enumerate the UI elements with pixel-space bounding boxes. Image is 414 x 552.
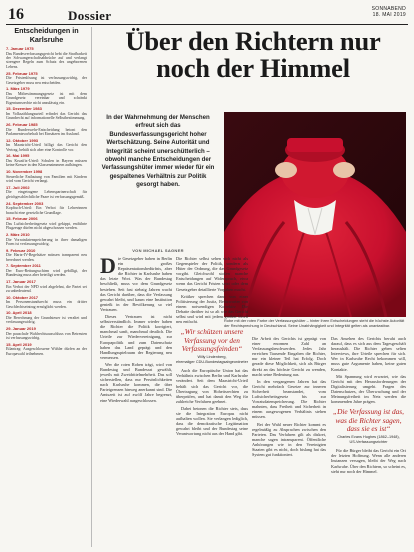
timeline-entry xyxy=(6,217,87,230)
drop-cap: D xyxy=(100,256,116,278)
timeline-entry-date: 10. Oktober 2017 xyxy=(6,294,39,300)
timeline-entry xyxy=(6,249,87,262)
timeline-entry xyxy=(6,311,87,324)
sidebar-timeline xyxy=(6,27,92,547)
timeline-entry-text: Der pauschale Wahlrechtsausschluss von Betreuten ist verfassungswidrig. xyxy=(6,331,87,341)
article-paragraph: Bei der Wahl neuer Richter kommt es regelmäßig zu Absprachen zwischen den Parteien. Das Verfahren gilt als diskret, manche sagen intransparent. Öffentliche Anhörungen wie in den Vereinigten Staaten gibt es nicht, doch bislang hat das System gut funktioniert. xyxy=(252,421,326,458)
article-paragraph: Kritiker sprechen dann von einer Politisierung der Justiz, Befürworter von einem notwendigen Korrektiv. Die Debatte darüber ist so alt wie das Gericht selbst und wird mit jedem großen Urteil neu entfacht. xyxy=(176,293,248,325)
timeline-entry-date: 12. Oktober 1993 xyxy=(6,137,39,143)
timeline-entry-text: Kopftuch-Urteil: Ein Verbot für Lehrerinnen braucht eine gesetzliche Grundlage. xyxy=(6,206,87,215)
timeline-entry-text: Im Volkszählungsurteil erfindet das Gericht das Grundrecht auf informationelle Selbstbestimmung. xyxy=(6,111,87,121)
dateline-day: SONNABEND xyxy=(371,6,406,12)
article-paragraph: Die Gesetzgeber haben in Berlin ein großes Repräsentationsbedürfnis, aber die Richter in Karlsruhe haben das letzte Wort. Was der Bundestag beschließt, muss vor dem Grundgesetz bestehen. Seit fast siebzig Jahren wacht das Gericht darüber, dass die Verfassung gewahrt bleibt, und kaum eine Institution genießt in der Bevölkerung so viel Vertrauen. xyxy=(100,256,172,312)
pull-quote-2-role: US-Verfassungsrichter xyxy=(349,439,388,444)
article-paragraph: Das Ansehen des Gerichts beruht auch darauf, dass es sich aus dem Tagesgeschäft heraushält. Die Richter geben selten Interviews, ihre Urteile sprechen für sich. Wer in Karlsruhe Recht bekommen will, muss gute Argumente haben, keine guten Kontakte. xyxy=(331,336,406,372)
timeline-entry-text: Die eingetragene Lebenspartnerschaft für gleichgeschlechtliche Paare ist verfassungsgemäß. xyxy=(6,190,87,199)
timeline-entry-text: Ein Verbot der NPD wird abgelehnt, die Partei sei zu unbedeutend. xyxy=(6,284,87,294)
timeline-entry-date: 2. März 2010 xyxy=(6,231,30,237)
timeline-entry-date: 15. Dezember 1983 xyxy=(6,106,42,112)
timeline-entry-text: Im Personenstandsrecht muss ein dritter Geschlechtseintrag ermöglicht werden. xyxy=(6,300,87,309)
timeline-entry xyxy=(6,123,87,136)
timeline-entry xyxy=(6,233,87,246)
timeline-entry-text: Das Bundesverfassungsgericht hebt die Strafbarkeit der Schwangerschaftsabbrüche auf und verlangt strengere Regeln zum Schutz des ungeborenen Lebens. xyxy=(6,51,87,69)
timeline-entry-text: Die Fristenlösung ist verfassungswidrig, der Gesetzgeber muss neu entscheiden. xyxy=(6,76,87,85)
timeline-entry xyxy=(6,296,87,309)
timeline-entry-date: 1. März 1979 xyxy=(6,86,30,92)
timeline-entry xyxy=(6,47,87,69)
article-column-4 xyxy=(331,336,406,546)
pull-quote-1: „Wir schützen unsere Verfassung vor den Verfassungsfeinden“ xyxy=(180,327,244,354)
article-intro: In der Wahrnehmung der Menschen erfreut sich das Bundesverfassungsgericht hoher Wertschätzung. Seine Autorität und Integrität scheint unerschütterlich – obwohl manche Entscheidungen der Verfassungshüter immer wieder für ein gespaltenes Verhältnis zur Politik gesorgt haben. xyxy=(101,114,215,189)
timeline-entry-text: Die Berechnung der Grundsteuer ist veraltet und verfassungswidrig. xyxy=(6,316,87,325)
timeline-entry xyxy=(6,343,87,356)
pull-quote-2-source xyxy=(331,435,406,444)
timeline-entry-date: 29. Januar 2019 xyxy=(6,326,36,332)
timeline-entry xyxy=(6,139,87,152)
dateline xyxy=(372,6,406,18)
timeline-entry-text: Die Bundeswehr-Entscheidung betont den Parlamentsvorbehalt bei Einsätzen im Ausland. xyxy=(6,127,87,137)
article-paragraph: Dieses Vertrauen ist nicht selbstverständlich. Immer wieder haben die Richter die Politik korrigiert, manchmal sanft, manchmal deutlich. Die Urteile zur Wiedervereinigung, zur Europapolitik und zum Datenschutz haben das Land geprägt und den Handlungsspielraum der Regierung neu vermessen. xyxy=(100,314,172,360)
pull-quote-1-name: Willy Lindenberg, xyxy=(197,355,227,360)
article-paragraph: Die Arbeit des Gerichts ist geprägt von einer enormen Zahl an Verfassungsbeschwerden. Jedes Jahr erreichen Tausende Eingaben die Richter, nur ein kleiner Teil hat Erfolg. Doch gerade diese Möglichkeit, sich als Bürger direkt an das höchste Gericht zu wenden, macht seine Bedeutung aus. xyxy=(252,336,326,377)
article-paragraph: Mit Spannung wird erwartet, wie das Gericht mit den Herausforderungen der Digitalisierung umgeht. Fragen des Datenschutzes, der Überwachung und der Meinungsfreiheit im Netz werden die kommenden Jahre prägen. xyxy=(331,373,406,405)
article-paragraph: Wer die roten Roben trägt, wird von Bundestag und Bundesrat gewählt, jeweils mit Zweidrittelmehrheit. Das soll sicherstellen, dass nur Persönlichkeiten nach Karlsruhe kommen, die über Parteigrenzen hinweg anerkannt sind. Die Amtszeit ist auf zwölf Jahre begrenzt, eine Wiederwahl ausgeschlossen. xyxy=(100,361,172,403)
article-column-3 xyxy=(252,336,326,546)
timeline-entry-text: Der Euro-Rettungsschirm wird gebilligt, der Bundestag muss aber beteiligt werden. xyxy=(6,268,87,278)
photo-caption: Robe mit der roten Farbe der Verfassungshüter – hinter ihren Entscheidungen steht die höchste Autorität der Rechtsprechung in Deutschland. Seine Unabhängigkeit und Integrität gelten als unantastbar. xyxy=(224,318,405,328)
timeline-entry-date: 15. Februar 2006 xyxy=(6,216,38,222)
pull-quote-2: „Die Verfassung ist das, was die Richter sagen, dass sie es ist“ xyxy=(333,407,404,434)
timeline-entry-date: 10. November 1998 xyxy=(6,169,43,175)
timeline-entry-date: 25. Februar 1975 xyxy=(6,70,38,76)
timeline-entry-date: 26. Februar 1985 xyxy=(6,122,38,128)
article-paragraph: In den vergangenen Jahren hat das Gericht mehrfach Gesetze zur inneren Sicherheit beanstandet, vom Luftsicherheitsgesetz bis zur Vorratsdatenspeicherung. Die Richter mahnten, dass Freiheit und Sicherheit in einem ausgewogenen Verhältnis stehen müssen. xyxy=(252,378,326,420)
timeline-entry-date: 7. September 2011 xyxy=(6,263,41,269)
timeline-entry-text: Die Hartz-IV-Regelsätze müssen transparent neu berechnet werden. xyxy=(6,253,87,262)
sidebar-entries xyxy=(6,47,87,356)
pull-quote-1-role: ehemaliger CDU-Bundestagsabgeordneter xyxy=(176,359,248,364)
timeline-entry xyxy=(6,327,87,340)
timeline-entry xyxy=(6,280,87,293)
timeline-entry-text: Eilantrag: Ausgeschlossene Wähler dürfen an der Europawahl teilnehmen. xyxy=(6,347,87,356)
sidebar-title: Entscheidungen in Karlsruhe xyxy=(14,27,79,44)
article-paragraph: Für die Bürger bleibt das Gericht ein Ort der letzten Hoffnung. Wenn alle anderen Instanzen versagen, bleibt der Weg nach Karlsruhe. Über den Richtern, so scheint es, steht nur noch der Himmel. xyxy=(331,448,406,474)
article-column-2 xyxy=(176,256,248,546)
timeline-entry-text: Steuerliche Entlastung von Familien mit Kindern wird vom Gericht verlangt. xyxy=(6,174,87,184)
article-paragraph: Die Richter selbst sehen sich nicht als Gegenspieler der Politik, sondern als Hüter der Ordnung, die das Grundgesetz vorgibt. Gleichwohl stoßen manche Entscheidungen auf Widerspruch, etwa wenn das Gericht Fristen setzt oder dem Gesetzgeber detaillierte Vorgaben macht. xyxy=(176,256,248,292)
timeline-entry-date: 15. April 2019 xyxy=(6,341,32,347)
timeline-entry xyxy=(6,154,87,167)
timeline-entry-date: 24. September 2003 xyxy=(6,200,44,206)
timeline-entry-date: 16. Mai 1995 xyxy=(6,153,30,159)
timeline-entry xyxy=(6,264,87,277)
timeline-entry-date: 17. Januar 2017 xyxy=(6,279,36,285)
page-number: 16 xyxy=(8,6,24,23)
timeline-entry xyxy=(6,107,87,120)
timeline-entry xyxy=(6,87,87,105)
timeline-entry-text: Das Mitbestimmungsgesetz ist mit dem Grundgesetz vereinbar und schränkt Eigentumsrechte nicht unzulässig ein. xyxy=(6,91,87,105)
timeline-entry xyxy=(6,186,87,199)
article-author: VON MICHAEL SAGNER xyxy=(132,248,184,253)
timeline-entry-date: 10. April 2018 xyxy=(6,310,32,316)
article-paragraph: Dabei betonen die Richter stets, dass sie die Integration Europas nicht aufhalten wollen. Sie verlangen lediglich, dass die demokratische Legitimation gewahrt bleibt und der Bundestag seine Verantwortung nicht aus der Hand gibt. xyxy=(176,405,248,437)
header-rule xyxy=(6,24,408,25)
timeline-entry xyxy=(6,170,87,183)
article-headline: Über den Richtern nur noch der Himmel xyxy=(125,26,381,83)
section-title: Dossier xyxy=(68,8,112,23)
timeline-entry-text: Das Kruzifix-Urteil: Schulen in Bayern müssen keine Kreuze in den Klassenzimmern aufhängen. xyxy=(6,159,87,168)
timeline-entry-text: Das Luftsicherheitsgesetz wird gekippt, entführte Flugzeuge dürfen nicht abgeschossen werden. xyxy=(6,221,87,231)
timeline-entry-date: 17. Juli 2002 xyxy=(6,184,30,190)
timeline-entry-date: 9. Februar 2010 xyxy=(6,247,36,253)
timeline-entry xyxy=(6,202,87,215)
article-paragraph: Auch die Europäische Union hat das Verhältnis zwischen Berlin und Karlsruhe verändert. Seit dem Maastricht-Urteil behält sich das Gericht vor, die Übertragung von Hoheitsrechten zu überprüfen, und hat damit den Weg für zahlreiche Verfahren geebnet. xyxy=(176,368,248,404)
dateline-date: 18. MAI 2019 xyxy=(372,12,406,18)
timeline-entry-text: Im Maastricht-Urteil billigt das Gericht den Vertrag, behält sich aber eine Kontrolle vor. xyxy=(6,143,87,152)
timeline-entry-text: Die Vorratsdatenspeicherung in ihrer damaligen Form ist verfassungswidrig. xyxy=(6,237,87,246)
article-photo xyxy=(224,112,406,317)
article-column-1 xyxy=(100,256,172,546)
pull-quote-2-name: Charles Evans Hughes (1862–1948), xyxy=(337,435,400,440)
timeline-entry xyxy=(6,72,87,85)
timeline-entry-date: 7. Januar 1975 xyxy=(6,46,34,51)
pull-quote-1-source xyxy=(176,355,248,364)
judge-robe-illustration xyxy=(224,112,406,317)
